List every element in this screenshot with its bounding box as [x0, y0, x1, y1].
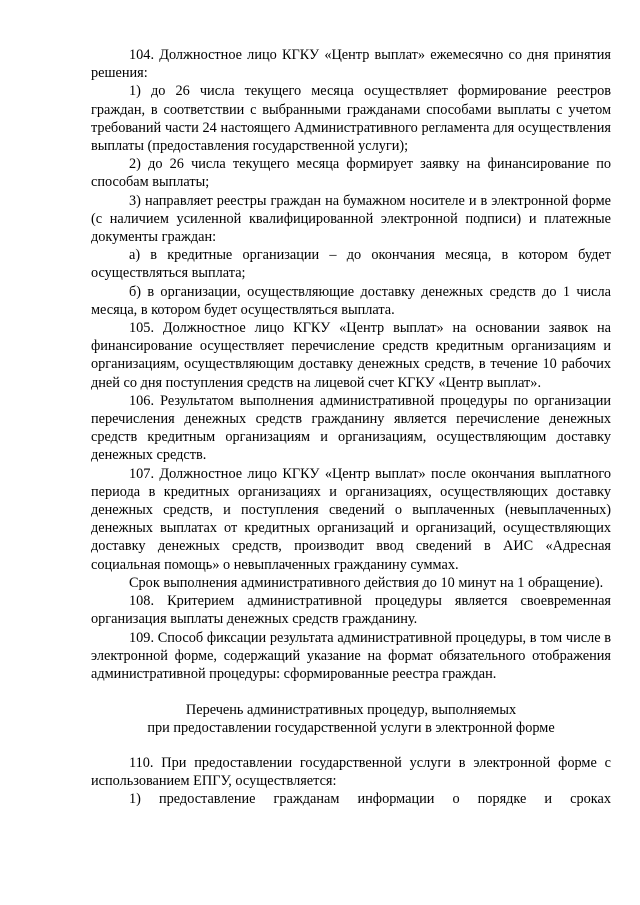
paragraph-104-item-2: 2) до 26 числа текущего месяца формирует заявку на финансирование по способам выплаты; — [91, 156, 611, 191]
paragraph-104-item-3: 3) направляет реестры граждан на бумажном носителе и в электронной форме (с наличием усиленной квалифицированной электронной подписи) и платежные документы граждан: — [91, 192, 611, 246]
section-heading-line-2: при предоставлении государственной услуги в электронной форме — [147, 720, 555, 737]
section-heading-line-1: Перечень административных процедур, выполняемых — [185, 702, 517, 719]
paragraph-104-item-3a: а) в кредитные организации – до окончания месяца, в котором будет осуществляться выплата; — [91, 247, 611, 282]
paragraph-104-item-3b: б) в организации, осуществляющие доставку денежных средств до 1 числа месяца, в котором будет осуществляться выплата. — [91, 283, 611, 318]
paragraph-110-item-1: 1) предоставление гражданам информации о порядке и сроках — [129, 790, 611, 807]
paragraph-105: 105. Должностное лицо КГКУ «Центр выплат» на основании заявок на финансирование осуществляет перечисление средств кредитным организациям и организациям, осуществляющим доставку денежных средств, в течение 10 рабочих дней со дня поступления средств на лицевой счет КГКУ «Центр выплат». — [91, 320, 611, 391]
paragraph-107-deadline: Срок выполнения административного действия до 10 минут на 1 обращение). — [129, 574, 604, 591]
section-heading — [91, 701, 611, 737]
paragraph-109: 109. Способ фиксации результата административной процедуры, в том числе в электронной форме, содержащий указание на формат обязательного отображения административной процедуры: сформированные реестра граждан. — [91, 629, 611, 682]
paragraph-110: 110. При предоставлении государственной услуги в электронной форме с использованием ЕПГУ, осуществляется: — [91, 754, 611, 789]
paragraph-104: 104. Должностное лицо КГКУ «Центр выплат» ежемесячно со дня принятия решения: — [91, 47, 611, 82]
paragraph-107: 107. Должностное лицо КГКУ «Центр выплат» после окончания выплатного периода в кредитных организациях и организациях, осуществляющих доставку денежных средств, и поступления сведений о выплаченных (невыплаченных) денежных выплатах от кредитных организаций и организаций, осуществляющих доставку денежных средств, производит ввод сведений в АИС «Адресная социальная помощь» о невыплаченных гражданину суммах. — [91, 465, 611, 573]
paragraph-106: 106. Результатом выполнения административной процедуры по организации перечисления денежных средств гражданину является перечисление денежных средств кредитным организациям и организациям, осуществляющим доставку денежных средств. — [91, 392, 611, 464]
paragraph-108: 108. Критерием административной процедуры является своевременная организация выплаты денежных средств гражданину. — [91, 593, 611, 628]
paragraph-104-item-1: 1) до 26 числа текущего месяца осуществляет формирование реестров граждан, в соответствии с выбранными гражданами способами выплаты с учетом требований части 24 настоящего Административного регламента для осуществления выплаты (предоставления государственной услуги); — [91, 83, 611, 155]
document-body — [91, 46, 611, 808]
